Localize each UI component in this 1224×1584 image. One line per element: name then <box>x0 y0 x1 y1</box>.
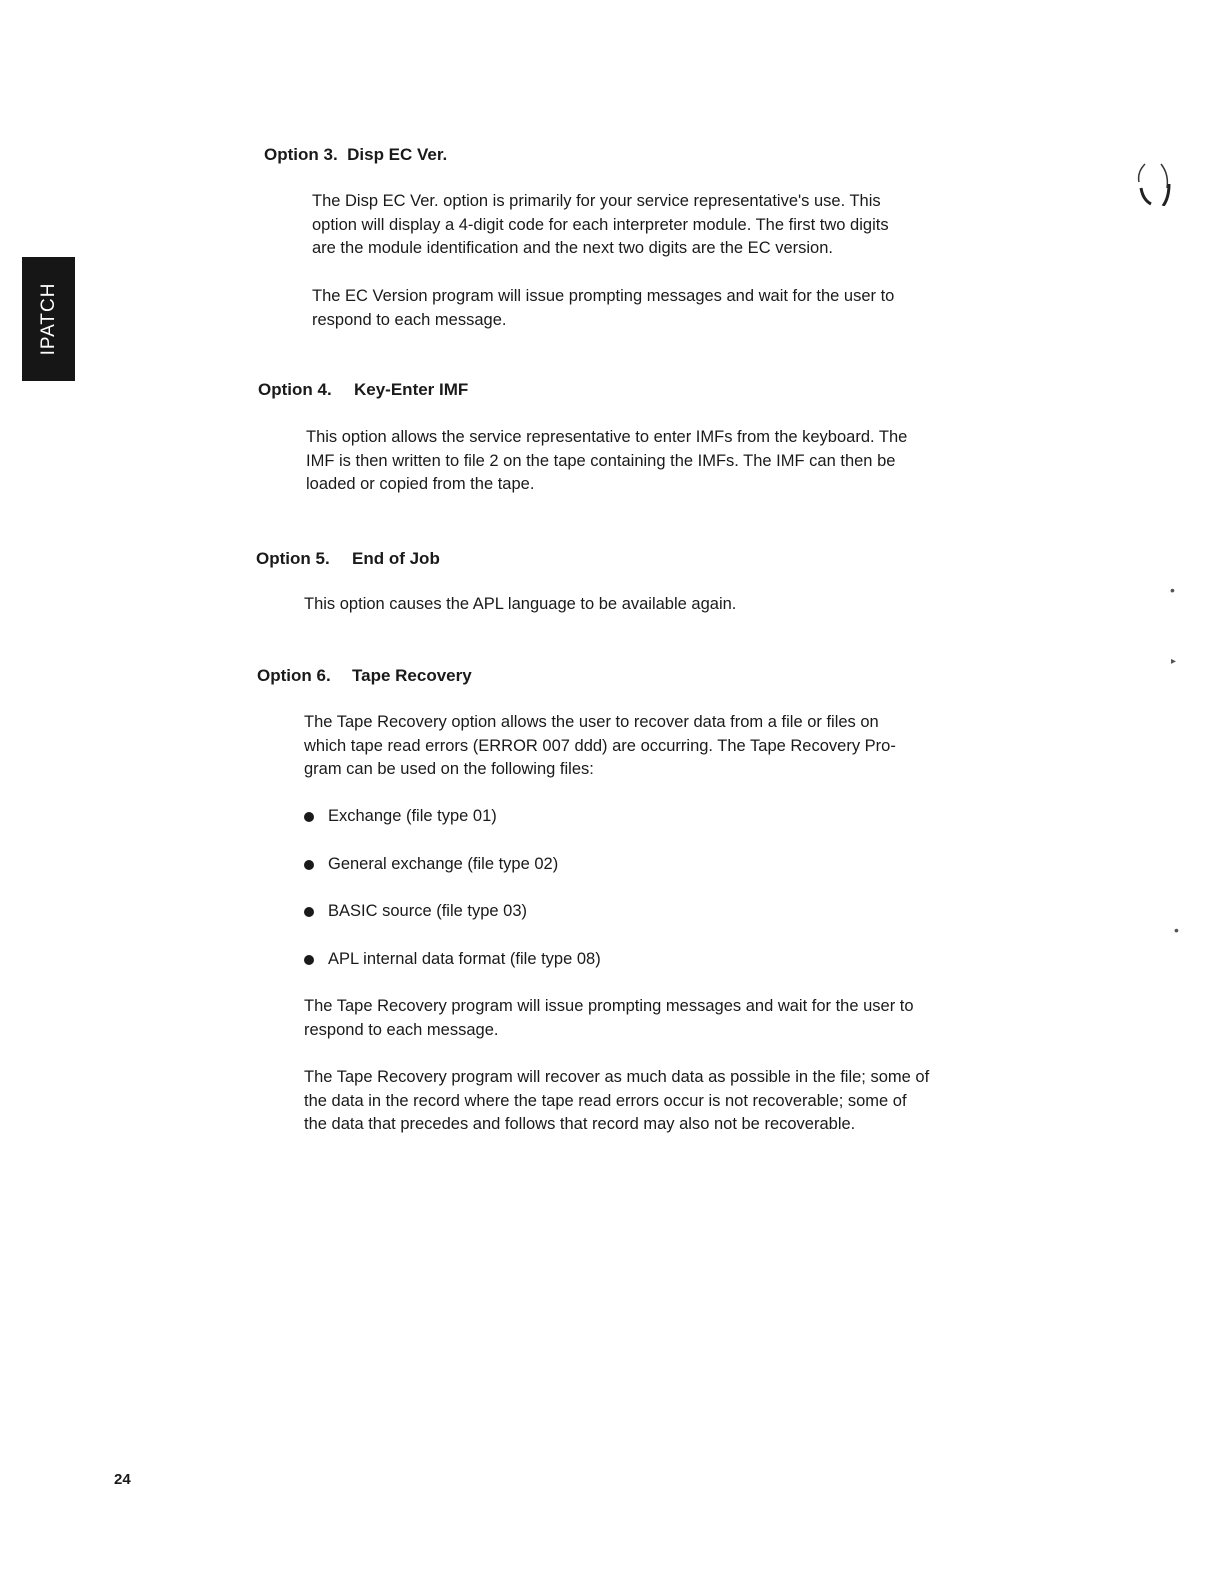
paragraph <box>304 593 736 617</box>
paragraph <box>312 285 894 332</box>
option-number: Option 6. <box>257 666 331 685</box>
section-tab <box>22 257 75 381</box>
text-line: The EC Version program will issue prompting messages and wait for the user to <box>312 287 895 305</box>
option-title: Key-Enter IMF <box>354 380 469 399</box>
scan-speck: • <box>1174 922 1179 938</box>
text-line: option will display a 4-digit code for each interpreter module. The first two digits <box>312 215 889 234</box>
paragraph <box>304 711 896 782</box>
text-line: respond to each message. <box>304 1020 499 1039</box>
page-number: 24 <box>114 1471 131 1488</box>
option-number: Option 5. <box>256 549 330 568</box>
list-item <box>304 948 601 996</box>
section-heading <box>256 549 440 569</box>
option-number: Option 3. <box>264 145 338 164</box>
text-line: The Tape Recovery program will recover as much data as possible in the file; some of <box>304 1068 930 1086</box>
bullet-icon <box>304 907 314 917</box>
section-heading <box>258 380 468 400</box>
list-item-text: APL internal data format (file type 08) <box>328 949 601 968</box>
list-item-text: Exchange (file type 01) <box>328 807 497 825</box>
paragraph <box>304 995 914 1042</box>
scan-speck: • <box>1170 582 1175 598</box>
bullet-icon <box>304 860 314 870</box>
text-line: This option allows the service representative to enter IMFs from the keyboard. The <box>306 428 908 446</box>
list-item <box>304 805 601 853</box>
list-item <box>304 853 601 901</box>
text-line: The Disp EC Ver. option is primarily for your service representative's use. This <box>312 192 881 210</box>
text-line: gram can be used on the following files: <box>304 760 594 778</box>
option-title: Disp EC Ver. <box>347 145 448 164</box>
text-line: The Tape Recovery option allows the user to recover data from a file or files on <box>304 713 879 731</box>
text-line: the data in the record where the tape read errors occur is not recoverable; some of <box>304 1091 907 1110</box>
binder-hole-mark <box>1133 160 1173 206</box>
paragraph <box>304 1066 929 1137</box>
text-line: IMF is then written to file 2 on the tape containing the IMFs. The IMF can then be <box>306 451 896 470</box>
section-tab-label: IPATCH <box>37 282 59 356</box>
text-line: The Tape Recovery program will issue prompting messages and wait for the user to <box>304 997 914 1015</box>
option-title: Tape Recovery <box>352 666 472 685</box>
list-item-text: General exchange (file type 02) <box>328 854 559 873</box>
text-line: the data that precedes and follows that record may also not be recoverable. <box>304 1115 856 1133</box>
text-line: which tape read errors (ERROR 007 ddd) are occurring. The Tape Recovery Pro- <box>304 736 896 755</box>
text-line: respond to each message. <box>312 310 507 329</box>
text-line: are the module identification and the next two digits are the EC version. <box>312 239 833 257</box>
section-heading <box>264 145 447 165</box>
paragraph <box>312 190 889 261</box>
section-heading <box>257 666 472 686</box>
text-line: loaded or copied from the tape. <box>306 475 535 493</box>
file-type-list <box>304 805 601 995</box>
option-title: End of Job <box>352 549 440 568</box>
list-item-text: BASIC source (file type 03) <box>328 902 527 920</box>
bullet-icon <box>304 812 314 822</box>
option-number: Option 4. <box>258 380 332 399</box>
paragraph <box>306 426 907 497</box>
text-line: This option causes the APL language to be available again. <box>304 595 737 613</box>
list-item <box>304 900 601 948</box>
scan-speck: ▸ <box>1171 656 1177 667</box>
bullet-icon <box>304 955 314 965</box>
